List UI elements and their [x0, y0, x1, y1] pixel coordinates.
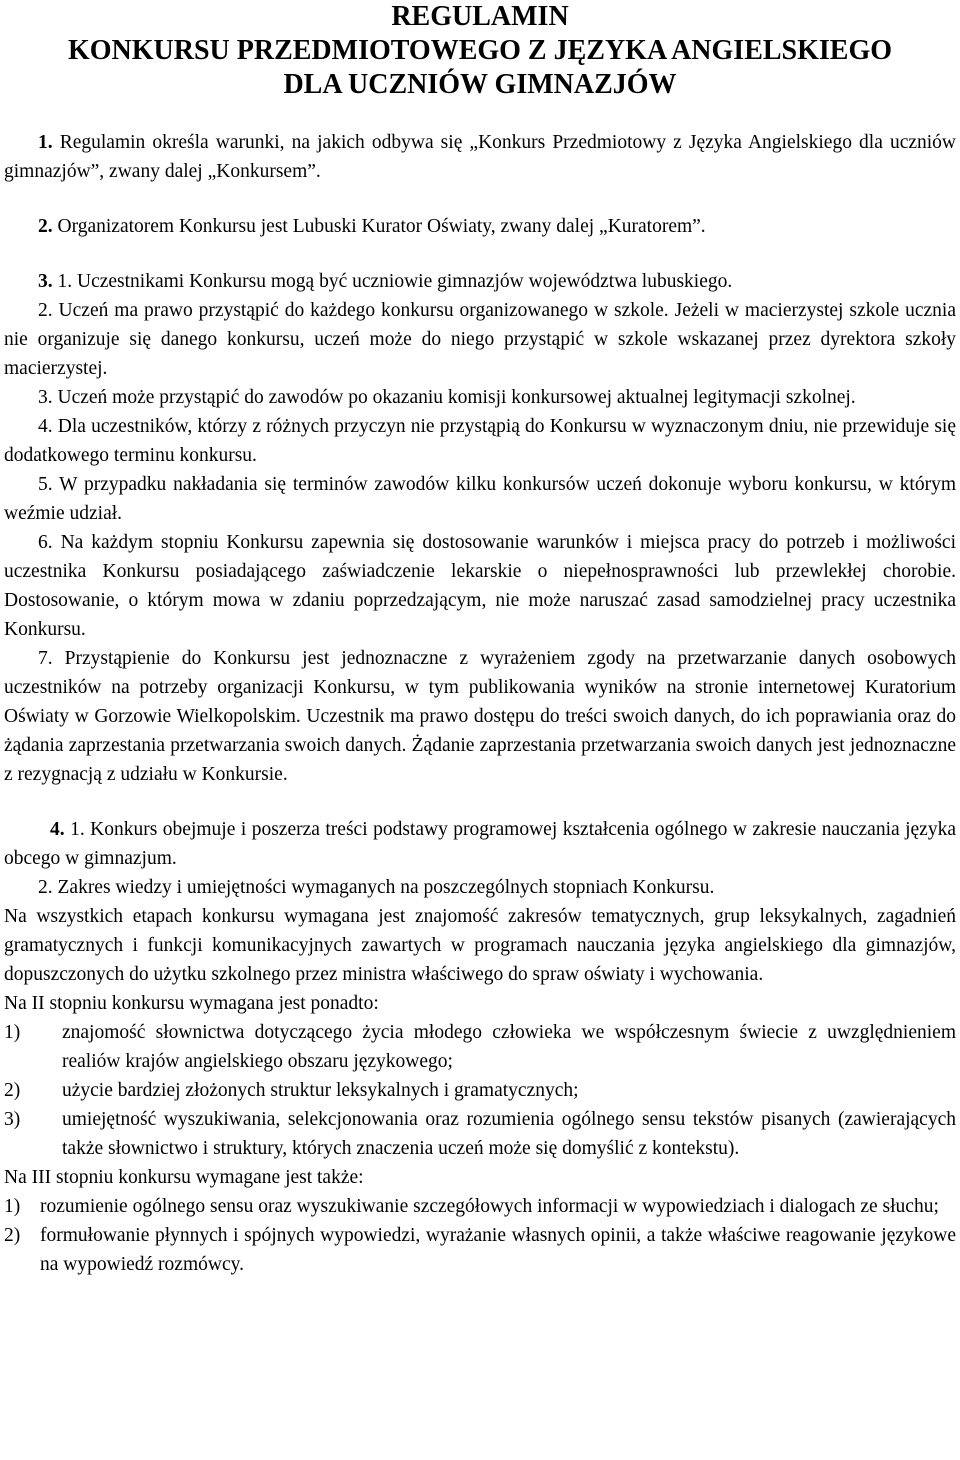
- list-item: 2) użycie bardziej złożonych struktur leksykalnych i gramatycznych;: [4, 1080, 579, 1101]
- title-line-3: DLA UCZNIÓW GIMNAZJÓW: [283, 69, 677, 100]
- section-2: [4, 212, 956, 241]
- title-line-2: KONKURSU PRZEDMIOTOWEGO Z JĘZYKA ANGIELSKIEGO: [67, 35, 893, 66]
- stage-2-list: [4, 1018, 956, 1163]
- list-item: 3) umiejętność wyszukiwania, selekcjonowania oraz rozumienia ogólnego sensu tekstów pisanych (zawierających także słownictwo i struktury, których znaczenia uczeń może się domyślić z kontekstu).: [4, 1109, 956, 1159]
- section-3-paragraph-2: 2. Uczeń ma prawo przystąpić do każdego konkursu organizowanego w szkole. Jeżeli w macierzystej szkole ucznia nie organizuje się danego konkursu, uczeń może do niego przystąpić w szkole wskazanej przez dyrektora szkoły macierzystej.: [4, 300, 956, 379]
- section-2-text: Organizatorem Konkursu jest Lubuski Kurator Oświaty, zwany dalej „Kuratorem”.: [57, 216, 706, 237]
- section-3-paragraph-5: 5. W przypadku nakładania się terminów zawodów kilku konkursów uczeń dokonuje wyboru konkursu, w którym weźmie udział.: [4, 474, 956, 524]
- list-item: 2) formułowanie płynnych i spójnych wypowiedzi, wyrażanie własnych opinii, a także właściwe reagowanie językowe na wypowiedź rozmówcy.: [4, 1225, 956, 1275]
- section-1-text: Regulamin określa warunki, na jakich odbywa się „Konkurs Przedmiotowy z Języka Angielskiego dla uczniów gimnazjów”, zwany dalej „Konkursem”.: [4, 132, 957, 182]
- section-1-number: 1.: [38, 132, 53, 153]
- section-3-paragraph-1: 3. 1. Uczestnikami Konkursu mogą być uczniowie gimnazjów województwa lubuskiego.: [38, 271, 733, 292]
- stage-3-intro: Na III stopniu konkursu wymagane jest także:: [4, 1167, 364, 1188]
- document-title: [4, 0, 956, 102]
- section-3-paragraph-7: 7. Przystąpienie do Konkursu jest jednoznaczne z wyrażeniem zgody na przetwarzanie danych osobowych uczestników na potrzeby organizacji Konkursu, w tym publikowania wyników na stronie internetowej Kuratorium Oświaty w Gorzowie Wielkopolskim. Uczestnik ma prawo dostępu do treści swoich danych, do ich poprawiania oraz do żądania zaprzestania przetwarzania swoich danych. Żądanie zaprzestania przetwarzania swoich danych jest jednoznaczne z rezygnacją z udziału w Konkursie.: [4, 648, 956, 785]
- stage-3-list: [4, 1192, 956, 1279]
- section-3-paragraph-4: 4. Dla uczestników, którzy z różnych przyczyn nie przystąpią do Konkursu w wyznaczonym dniu, nie przewiduje się dodatkowego terminu konkursu.: [4, 416, 956, 466]
- title-line-1: REGULAMIN: [391, 1, 569, 32]
- section-3-paragraph-3: 3. Uczeń może przystąpić do zawodów po okazaniu komisji konkursowej aktualnej legitymacji szkolnej.: [38, 387, 856, 408]
- section-4-paragraph-1: 4. 1. Konkurs obejmuje i poszerza treści podstawy programowej kształcenia ogólnego w zakresie nauczania języka obcego w gimnazjum.: [4, 819, 956, 869]
- section-4-paragraph-3: Na wszystkich etapach konkursu wymagana jest znajomość zakresów tematycznych, grup leksykalnych, zagadnień gramatycznych i funkcji komunikacyjnych zawartych w programach nauczania języka angielskiego dla gimnazjów, dopuszczonych do użytku szkolnego przez ministra właściwego do spraw oświaty i wychowania.: [4, 906, 956, 985]
- section-4-paragraph-2: 2. Zakres wiedzy i umiejętności wymaganych na poszczególnych stopniach Konkursu.: [38, 877, 715, 898]
- document-page: [4, 0, 956, 1279]
- list-item: 1) rozumienie ogólnego sensu oraz wyszukiwanie szczegółowych informacji w wypowiedziach i dialogach ze słuchu;: [4, 1196, 939, 1217]
- list-item: 1) znajomość słownictwa dotyczącego życia młodego człowieka we współczesnym świecie z uwzględnieniem realiów krajów angielskiego obszaru językowego;: [4, 1022, 956, 1072]
- section-3-paragraph-6: 6. Na każdym stopniu Konkursu zapewnia się dostosowanie warunków i miejsca pracy do potrzeb i możliwości uczestnika Konkursu posiadającego zaświadczenie lekarskie o niepełnosprawności lub przewlekłej chorobie. Dostosowanie, o którym mowa w zdaniu poprzedzającym, nie może naruszać zasad samodzielnej pracy uczestnika Konkursu.: [4, 532, 956, 640]
- section-1: [4, 128, 956, 186]
- section-2-number: 2.: [38, 216, 53, 237]
- stage-2-intro: Na II stopniu konkursu wymagana jest ponadto:: [4, 993, 379, 1014]
- section-4-number: 4.: [50, 819, 65, 840]
- section-3-number: 3.: [38, 271, 53, 292]
